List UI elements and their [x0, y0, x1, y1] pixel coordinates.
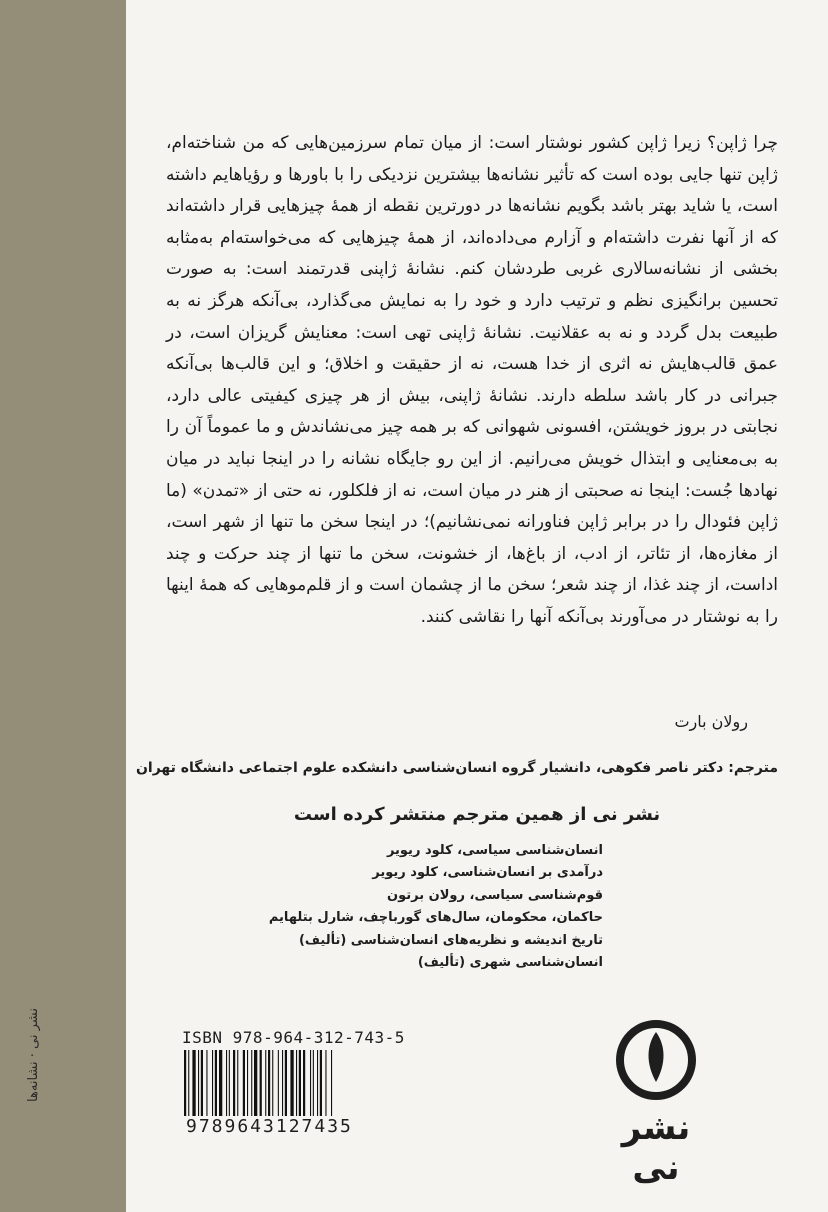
barcode-bar — [282, 1050, 283, 1116]
barcode-bar — [303, 1050, 305, 1116]
barcode-bar — [215, 1050, 217, 1116]
barcode-bar — [317, 1050, 318, 1116]
barcode-bar — [184, 1050, 186, 1116]
barcode-bar — [254, 1050, 257, 1116]
barcode-bar — [296, 1050, 297, 1116]
barcode-bar — [237, 1050, 238, 1116]
barcode-bar — [290, 1050, 293, 1116]
barcode-bar — [299, 1050, 301, 1116]
barcode-bar — [226, 1050, 227, 1116]
barcode-bar — [233, 1050, 235, 1116]
translator-credit: مترجم: دکتر ناصر فکوهی، دانشیار گروه انسان‌شناسی دانشکده علوم اجتماعی دانشگاه تهران — [135, 760, 778, 776]
barcode-bar — [313, 1050, 314, 1116]
barcode-bar — [325, 1050, 326, 1116]
book-item: انسان‌شناسی شهری (تألیف) — [417, 955, 603, 971]
barcode-bar — [188, 1050, 189, 1116]
barcode-bar — [201, 1050, 203, 1116]
barcode-bar — [310, 1050, 311, 1116]
barcode-bar — [192, 1050, 195, 1116]
blurb-text: چرا ژاپن؟ زیرا ژاپن کشور نوشتار است: از میان تمام سرزمین‌هایی که من شناخته‌ام، ژاپن تنها جایی بوده است که تأثیر نشانه‌ها بیشترین نزدیکی را با باورها و رؤیاهایم داشته است، یا شاید بهتر باشد بگویم نشانه‌ها در دورترین نقطه از همهٔ چیزهایی قرار داشته‌اند که از آنها نفرت داشته‌ام و آزارم می‌داده‌اند، از همهٔ چیزهایی که می‌خواسته‌ام به‌مثابه بخشی از نشانه‌سالاری غربی طردشان کنم. نشانهٔ ژاپنی قدرتمند است: به صورت تحسین برانگیزی نظم و ترتیب دارد و خود را به نمایش می‌گذارد، بی‌آنکه هرگز نه به طبیعت بدل گردد و نه به عقلانیت. نشانهٔ ژاپنی تهی است: معنایش گریزان است، در عمق قالب‌هایش نه اثری از خدا هست، نه از حقیقت و اخلاق؛ و این قالب‌ها بی‌آنکه جبرانی در کار باشد سلطه دارند. نشانهٔ ژاپنی، بیش از هر چیزی کیفیتی عالی دارد، نجابتی در بروز خویشتن، افسونی شهوانی که بر همه چیز می‌نشاندش و ما عموماً آن را به بی‌معنایی و ابتذال خویش می‌رانیم. از این رو جایگاه نشانه را در اینجا نباید در میان نهادها جُست: اینجا نه صحبتی از هنر در میان است، نه از فلکلور، نه حتی از «تمدن» (ما ژاپن فئودال را در برابر ژاپن فناورانه نمی‌نشانیم)؛ در اینجا سخن ما تنها از شهر است، از مغازه‌ها، از تئاتر، از ادب، از باغ‌ها، از خشونت، سخن ما تنها از چند حرکت و چند اداست، از چند غذا، از چند شعر؛ سخن ما از چشمان است و از قلم‌موهایی که همهٔ اینها را به نوشتار در می‌آورند بی‌آنکه آنها را نقاشی کنند. — [166, 133, 778, 627]
barcode-bar — [198, 1050, 199, 1116]
barcode-bar — [278, 1050, 279, 1116]
book-item: درآمدی بر انسان‌شناسی، کلود ریویر — [372, 865, 603, 881]
barcode-bar — [229, 1050, 230, 1116]
barcode-bar — [243, 1050, 245, 1116]
back-cover — [126, 0, 828, 1212]
barcode-bar — [320, 1050, 322, 1116]
book-item: انسان‌شناسی سیاسی، کلود ریویر — [386, 843, 603, 858]
spine-band — [0, 0, 126, 1212]
barcode-bar — [285, 1050, 287, 1116]
book-item: حاکمان، محکومان، سال‌های گورباچف، شارل بتلهایم — [268, 910, 603, 926]
author-name: رولان بارت — [674, 712, 748, 731]
book-item: تاریخ اندیشه و نظریه‌های انسان‌شناسی (تألیف) — [298, 932, 603, 948]
book-list — [269, 840, 603, 974]
publisher-logo-icon — [614, 1018, 698, 1102]
publisher-logo-text: نشر نی — [621, 1108, 691, 1188]
barcode-bar — [251, 1050, 252, 1116]
barcode-bar — [265, 1050, 266, 1116]
barcode — [182, 1050, 380, 1116]
barcode-bar — [260, 1050, 262, 1116]
barcode-bar — [206, 1050, 207, 1116]
spine-handwriting: ﻧﺸﺮ ﻧﯽ · ﻧﺸﺎﻧﻪ‌ﻫﺎ — [26, 1008, 41, 1102]
barcode-bar — [268, 1050, 270, 1116]
barcode-bar — [212, 1050, 213, 1116]
book-item: قوم‌شناسی سیاسی، رولان برتون — [387, 887, 603, 903]
barcode-number: 9789643127435 — [186, 1116, 353, 1137]
barcode-bar — [219, 1050, 222, 1116]
barcode-bar — [272, 1050, 273, 1116]
barcode-bar — [247, 1050, 248, 1116]
isbn-label: ISBN 978-964-312-743-5 — [182, 1028, 405, 1047]
barcode-bar — [331, 1050, 332, 1116]
publisher-list-title: نشر نی از همین مترجم منتشر کرده است — [293, 804, 661, 825]
